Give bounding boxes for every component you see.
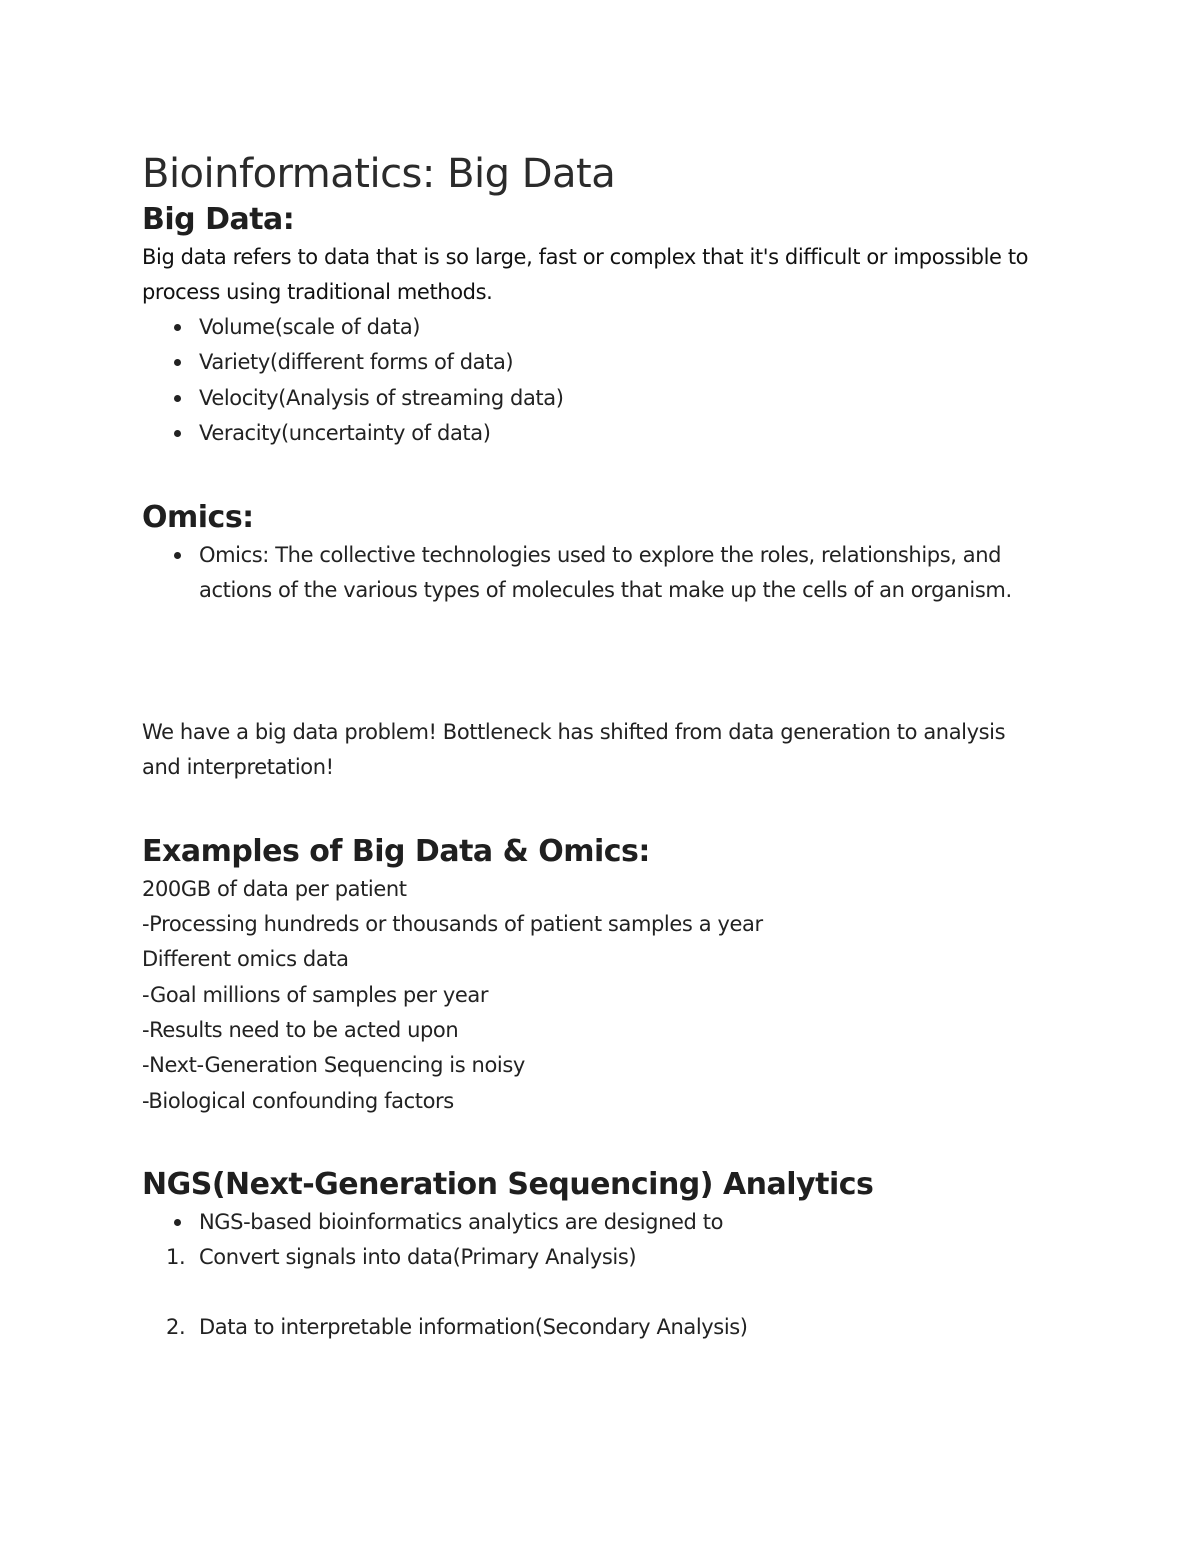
- omics-list: [142, 538, 1062, 609]
- example-line: -Results need to be acted upon: [142, 1017, 459, 1042]
- numbered-item: [142, 1310, 1062, 1345]
- bullet-icon: [174, 1219, 181, 1226]
- section-heading-ngs: NGS(Next-Generation Sequencing) Analytics: [142, 1166, 874, 1202]
- bullet-icon: [174, 552, 181, 559]
- section-heading-omics: Omics:: [142, 500, 254, 536]
- bullet-icon: [174, 395, 181, 402]
- item-number: 2.: [166, 1315, 186, 1340]
- section-heading-big-data: Big Data:: [142, 202, 295, 237]
- example-line: Different omics data: [142, 947, 349, 972]
- big-data-problem-statement: [142, 715, 1062, 785]
- numbered-item-text: Data to interpretable information(Secondary Analysis): [199, 1315, 748, 1340]
- problem-line-1: We have a big data problem! Bottleneck has shifted from data generation to analysis: [142, 719, 1006, 744]
- big-data-definition-line-2: process using traditional methods.: [142, 280, 493, 304]
- list-item: [142, 416, 1062, 451]
- bullet-icon: [174, 324, 181, 331]
- omics-definition-line-1: Omics: The collective technologies used to explore the roles, relationships, and: [199, 543, 1002, 568]
- big-data-definition-line-1: Big data refers to data that is so large, fast or complex that it's difficult or impossible to: [142, 245, 1029, 269]
- list-item: [142, 310, 1062, 345]
- problem-line-2: and interpretation!: [142, 754, 334, 779]
- document-title: Bioinformatics: Big Data: [142, 151, 616, 197]
- list-item-text: Velocity(Analysis of streaming data): [199, 385, 564, 410]
- section-heading-examples: Examples of Big Data & Omics:: [142, 833, 650, 869]
- list-item-text: Variety(different forms of data): [199, 350, 514, 375]
- numbered-item-text: Convert signals into data(Primary Analysis): [199, 1245, 637, 1270]
- example-line: -Next-Generation Sequencing is noisy: [142, 1053, 525, 1078]
- list-item-text: Volume(scale of data): [199, 315, 421, 339]
- list-item-text: Veracity(uncertainty of data): [199, 420, 491, 445]
- example-line: -Goal millions of samples per year: [142, 982, 489, 1007]
- omics-definition-line-2: actions of the various types of molecules that make up the cells of an organism.: [199, 578, 1012, 603]
- example-line: -Biological confounding factors: [142, 1088, 454, 1113]
- ngs-bullet-list: [142, 1205, 1062, 1240]
- list-item-text: NGS-based bioinformatics analytics are designed to: [199, 1209, 724, 1234]
- list-item: [142, 1205, 1062, 1240]
- numbered-item: [142, 1240, 1062, 1275]
- bullet-icon: [174, 430, 181, 437]
- example-line: -Processing hundreds or thousands of patient samples a year: [142, 912, 763, 937]
- big-data-definition: [142, 240, 1062, 310]
- ngs-numbered-list: [142, 1240, 1062, 1346]
- list-item: [142, 381, 1062, 416]
- item-number: 1.: [166, 1245, 186, 1270]
- example-line: 200GB of data per patient: [142, 876, 407, 901]
- list-item: [142, 538, 1062, 609]
- bullet-icon: [174, 359, 181, 366]
- big-data-characteristics-list: [142, 310, 1062, 451]
- document-page: [142, 148, 1062, 1346]
- list-item: [142, 345, 1062, 380]
- examples-lines: [142, 872, 1062, 1119]
